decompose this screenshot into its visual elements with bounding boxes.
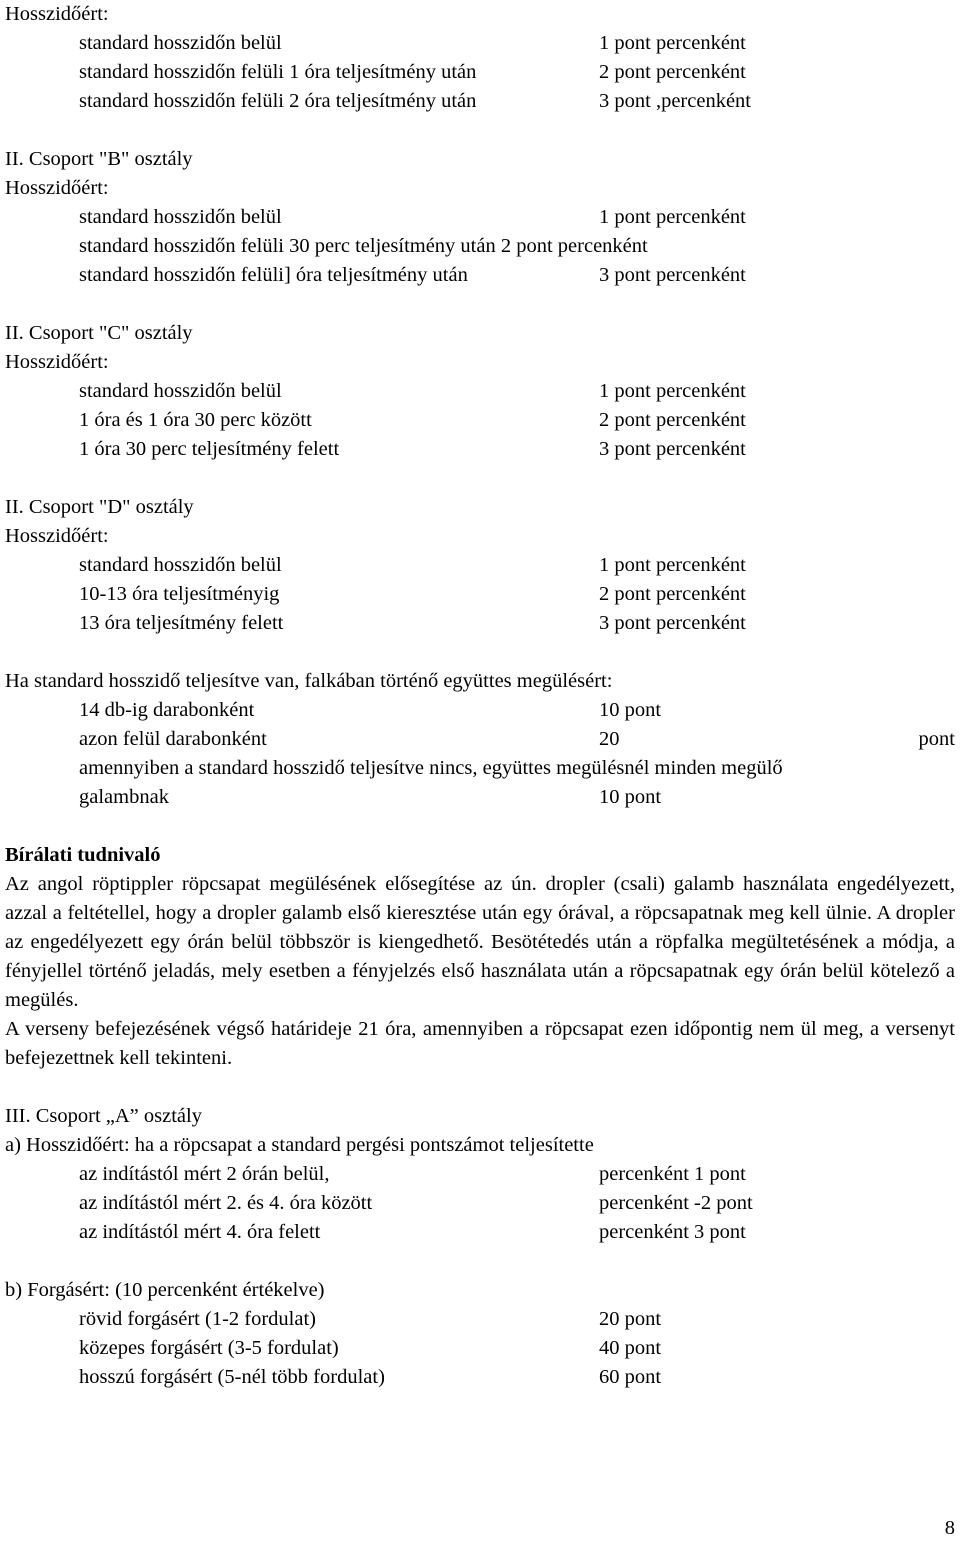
review-title: Bírálati tudnivaló [5, 844, 161, 866]
row-label: rövid forgásért (1-2 fordulat) [79, 1308, 317, 1330]
row-label: közepes forgásért (3-5 fordulat) [79, 1337, 339, 1359]
grp-iii-b-heading: b) Forgásért: (10 percenként értékelve) [5, 1279, 325, 1301]
grp-b-row [5, 203, 955, 232]
row-value: 3 pont percenként [599, 612, 746, 634]
row-label: azon felül darabonként [79, 728, 267, 750]
flock-row [5, 696, 955, 725]
flock-row [5, 783, 955, 812]
row-value: percenként 3 pont [599, 1221, 746, 1243]
grp-d-row [5, 609, 955, 638]
grp-c-row [5, 377, 955, 406]
grp-c-row [5, 406, 955, 435]
grp-iii-a-heading: a) Hosszidőért: ha a röpcsapat a standard pergési pontszámot teljesítette [5, 1134, 594, 1156]
grp-d-row [5, 551, 955, 580]
review-paragraph: Az angol röptippler röpcsapat megülésének elősegítése az ún. dropler (csali) galamb használata engedélyezett, azzal a feltétellel, hogy a dropler galamb első kieresztése után egy órával, a röpcsapatnak meg kell ülnie. A dropler az engedélyezett egy órán belül többször is kiengedhető. Besötétedés után a röpfalka megültetésének a módja, a fényjellel történő jeladás, mely esetben a fényjelzés első használata után a röpcsapatnak egy órán belül kötelező a megülés. [5, 873, 955, 1011]
row-value: percenként -2 pont [599, 1192, 753, 1214]
grp-c-row [5, 435, 955, 464]
row-label: 14 db-ig darabonként [79, 699, 255, 721]
grp-iii-a-row [5, 1189, 955, 1218]
row-label: galambnak [79, 786, 169, 808]
row-value: 3 pont ,percenként [599, 90, 751, 112]
row-value: 1 pont percenként [599, 32, 746, 54]
row-label: az indítástól mért 4. óra felett [79, 1221, 321, 1243]
grp-iii-b-row [5, 1363, 955, 1392]
row-label: standard hosszidőn felüli 30 perc teljesítmény után 2 pont percenként [79, 235, 648, 257]
grp-b-title: II. Csoport "B" osztály [5, 148, 193, 170]
row-label: 13 óra teljesítmény felett [79, 612, 284, 634]
grp-c-heading: Hosszidőért: [5, 351, 109, 373]
row-label: 1 óra és 1 óra 30 perc között [79, 409, 312, 431]
row-value: 3 pont percenként [599, 438, 746, 460]
grp-b-heading: Hosszidőért: [5, 177, 109, 199]
row-value: 20 [599, 728, 620, 750]
review-paragraph: A verseny befejezésének végső határideje 21 óra, amennyiben a röpcsapat ezen időpontig nem ül meg, a versenyt befejezettnek kell tekinteni. [5, 1018, 955, 1069]
grp-b-row [5, 232, 955, 261]
row-unit: pont [918, 728, 955, 750]
row-label: standard hosszidőn belül [79, 380, 282, 402]
row-label: standard hosszidőn felüli 2 óra teljesítmény után [79, 90, 477, 112]
row-value: 1 pont percenként [599, 554, 746, 576]
grp-a-row [5, 58, 955, 87]
grp-iii-b-row [5, 1334, 955, 1363]
grp-b-row [5, 261, 955, 290]
grp-d-heading: Hosszidőért: [5, 525, 109, 547]
row-label: 10-13 óra teljesítményig [79, 583, 280, 605]
row-value: 10 pont [599, 786, 662, 808]
document-page [5, 0, 955, 1392]
row-text: amennyiben a standard hosszidő teljesítve nincs, együttes megülésnél minden megülő [79, 757, 783, 779]
grp-a-row [5, 87, 955, 116]
row-value: 1 pont percenként [599, 380, 746, 402]
row-label: standard hosszidőn belül [79, 206, 282, 228]
page-number: 8 [944, 1517, 955, 1539]
flock-row [5, 725, 955, 754]
row-value: 20 pont [599, 1308, 662, 1330]
row-label: standard hosszidőn belül [79, 554, 282, 576]
flock-row [5, 754, 955, 783]
row-value: 60 pont [599, 1366, 662, 1388]
row-value: percenként 1 pont [599, 1163, 746, 1185]
row-label: standard hosszidőn felüli 1 óra teljesítmény után [79, 61, 477, 83]
grp-c-title: II. Csoport "C" osztály [5, 322, 193, 344]
row-label: standard hosszidőn felüli] óra teljesítmény után [79, 264, 468, 286]
grp-d-title: II. Csoport "D" osztály [5, 496, 194, 518]
grp-d-row [5, 580, 955, 609]
grp-iii-a-row [5, 1160, 955, 1189]
grp-iii-a-title: III. Csoport „A” osztály [5, 1105, 202, 1127]
row-label: 1 óra 30 perc teljesítmény felett [79, 438, 340, 460]
row-value: 1 pont percenként [599, 206, 746, 228]
grp-a-heading: Hosszidőért: [5, 3, 109, 25]
row-label: az indítástól mért 2. és 4. óra között [79, 1192, 373, 1214]
row-value: 2 pont percenként [599, 409, 746, 431]
grp-a-row [5, 29, 955, 58]
row-value: 2 pont percenként [599, 583, 746, 605]
row-label: az indítástól mért 2 órán belül, [79, 1163, 330, 1185]
row-value: 2 pont percenként [599, 61, 746, 83]
grp-iii-a-row [5, 1218, 955, 1247]
grp-iii-b-row [5, 1305, 955, 1334]
row-value: 40 pont [599, 1337, 662, 1359]
row-label: standard hosszidőn belül [79, 32, 282, 54]
row-value: 10 pont [599, 699, 662, 721]
row-label: hosszú forgásért (5-nél több fordulat) [79, 1366, 385, 1388]
row-value: 3 pont percenként [599, 264, 746, 286]
flock-heading: Ha standard hosszidő teljesítve van, falkában történő együttes megülésért: [5, 670, 613, 692]
